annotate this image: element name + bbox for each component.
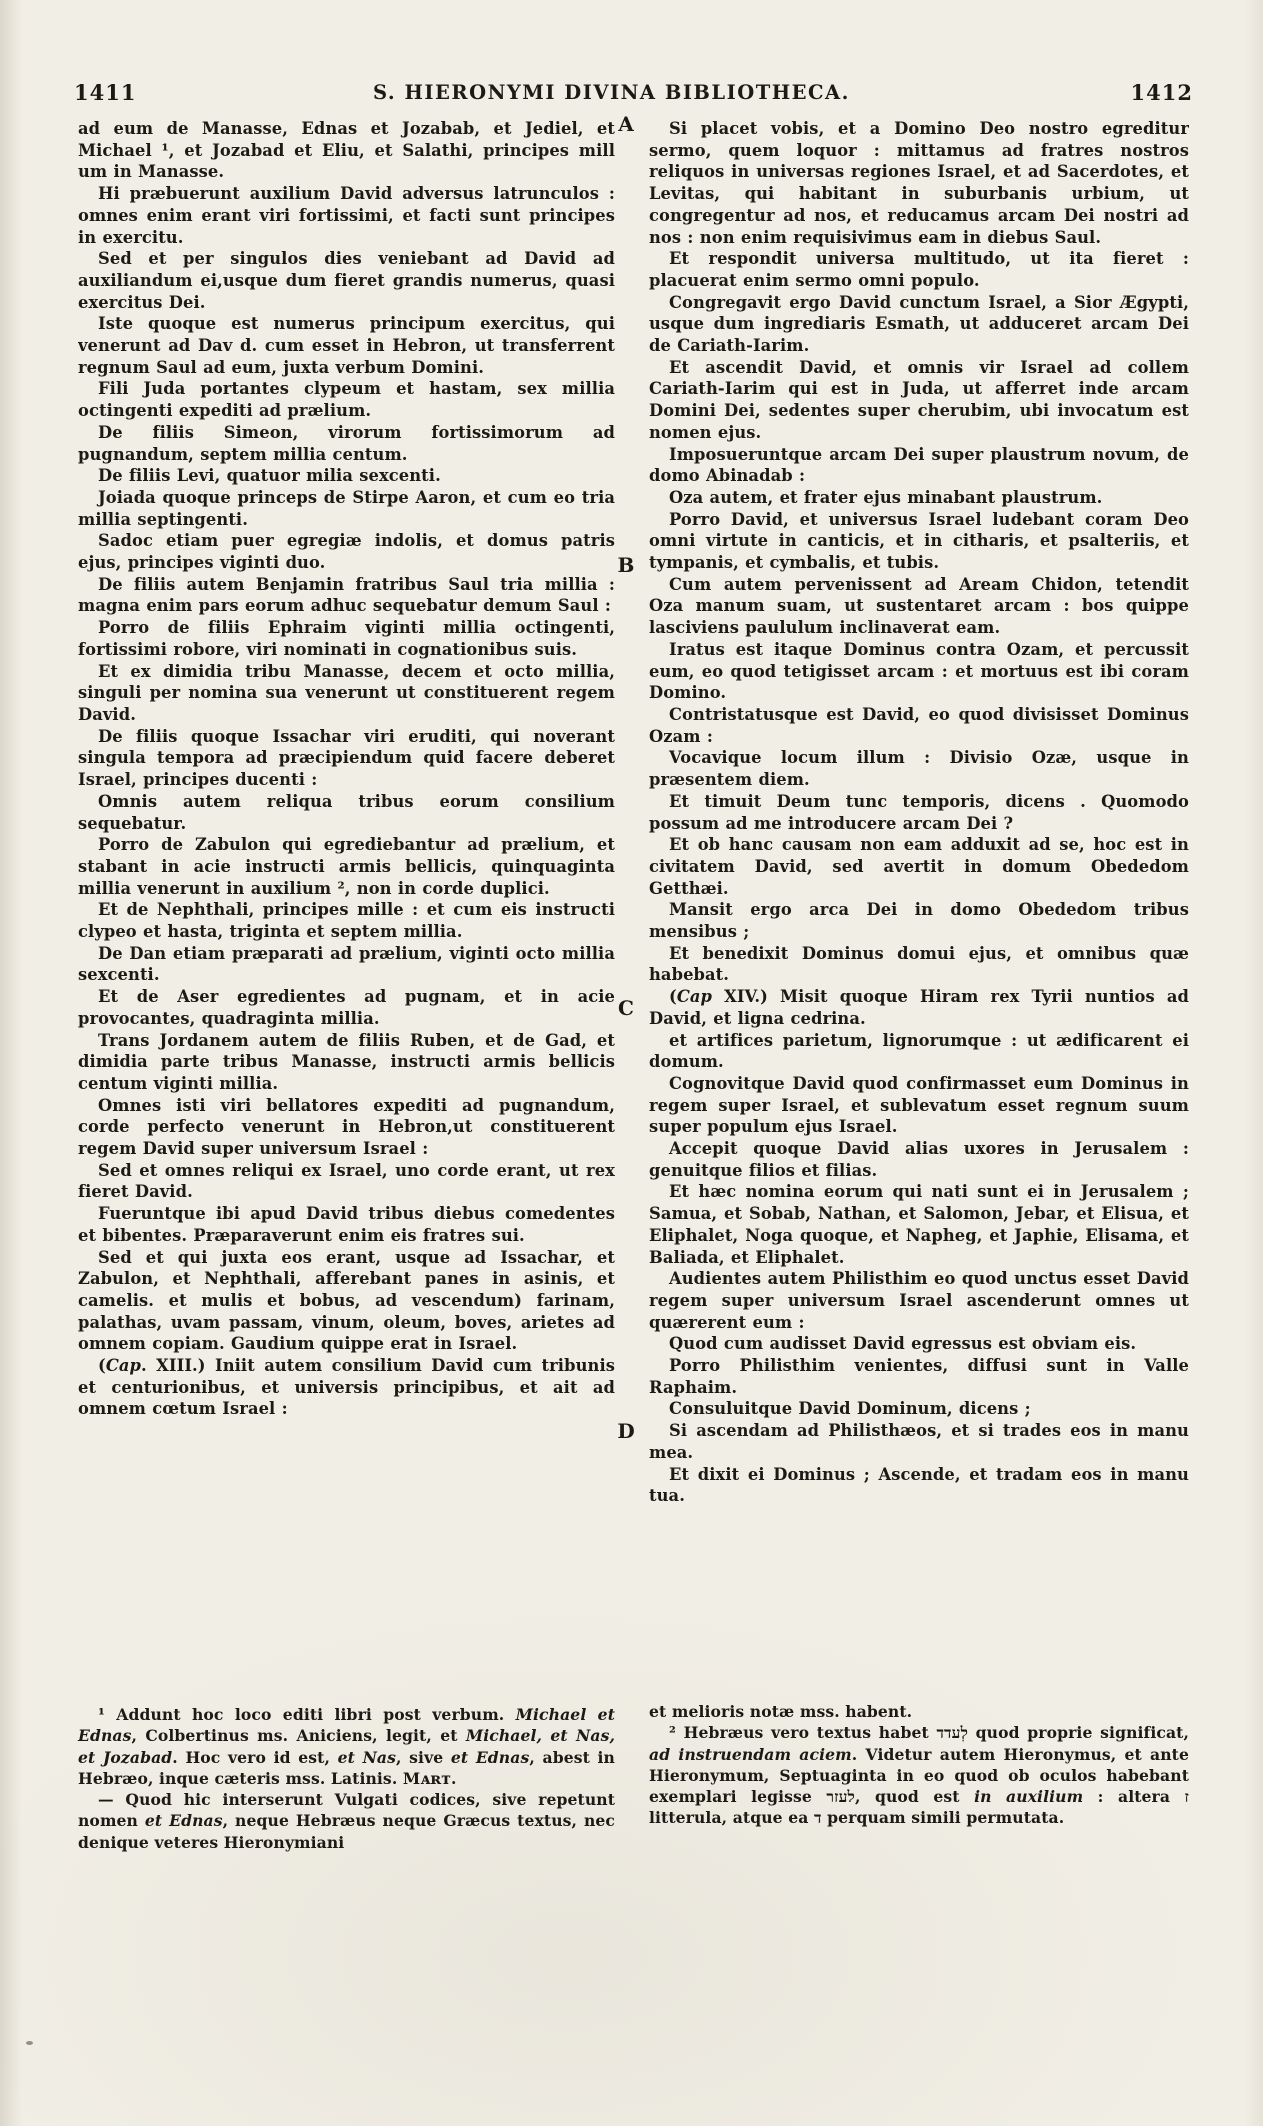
paragraph: ¹ Addunt hoc loco editi libri post verbum. Michael et Ednas, Colbertinus ms. Aniciens, legit, et Michael, et Nas, et Jozabad. Hoc vero id est, et Nas, sive et Ednas, abest in Hebræo, inque cæteris mss. Latinis. Mᴀʀᴛ. <box>78 1705 615 1788</box>
paragraph: Porro de Zabulon qui egrediebantur ad prælium, et stabant in acie instructi armis bellicis, quinquaginta millia venerunt in auxilium ², non in corde duplici. <box>78 835 615 898</box>
paragraph: Cum autem pervenissent ad Aream Chidon, tetendit Oza manum suam, ut sustentaret arcam : bos quippe lasciviens paululum inclinaverat eam. <box>649 574 1189 638</box>
paragraph: Et ob hanc causam non eam adduxit ad se, hoc est in civitatem David, sed avertit in domum Obededom Getthæi. <box>649 835 1189 898</box>
paragraph: Joiada quoque princeps de Stirpe Aaron, et cum eo tria millia septingenti. <box>78 487 615 529</box>
paragraph: Quod cum audisset David egressus est obviam eis. <box>669 1334 1137 1354</box>
left-text-column <box>78 118 615 1420</box>
paragraph: Et timuit Deum tunc temporis, dicens . Quomodo possum ad me introducere arcam Dei ? <box>649 791 1189 833</box>
paragraph: Trans Jordanem autem de filiis Ruben, et de Gad, et dimidia parte tribus Manasse, instructi armis bellicis centum viginti millia. <box>78 1030 615 1093</box>
paragraph: Et dixit ei Dominus ; Ascende, et tradam eos in manu tua. <box>649 1464 1189 1506</box>
paragraph: De filiis Simeon, virorum fortissimorum ad pugnandum, septem millia centum. <box>78 422 615 464</box>
paragraph: De Dan etiam præparati ad prælium, viginti octo millia sexcenti. <box>78 943 615 985</box>
paragraph: Hi præbuerunt auxilium David adversus latrunculos : omnes enim erant viri fortissimi, et facti sunt principes in exercitu. <box>78 184 615 247</box>
left-footnote <box>78 1704 615 1853</box>
paragraph: De filiis quoque Issachar viri eruditi, qui noverant singula tempora ad præcipiendum quid facere deberet Israel, principes ducenti : <box>78 726 615 790</box>
paragraph: Et hæc nomina eorum qui nati sunt ei in Jerusalem ; Samua, et Sobab, Nathan, et Salomon, Jebar, et Elisua, et Eliphalet, Noga quoque, et Napheg, et Japhie, Elisama, et Baliada, et Eliphalet. <box>649 1182 1189 1267</box>
paragraph: Fueruntque ibi apud David tribus diebus comedentes et bibentes. Præparaverunt enim eis fratres sui. <box>78 1204 615 1245</box>
paragraph: Porro Philisthim venientes, diffusi sunt in Valle Raphaim. <box>649 1356 1189 1397</box>
paragraph: (Cap XIV.) Misit quoque Hiram rex Tyrii nuntios ad David, et ligna cedrina. <box>649 987 1189 1028</box>
paragraph: et melioris notæ mss. habent. <box>649 1702 913 1721</box>
paragraph: Et benedixit Dominus domui ejus, et omnibus quæ habebat. <box>649 943 1189 985</box>
paragraph: Sadoc etiam puer egregiæ indolis, et domus patris ejus, principes viginti duo. <box>78 531 615 573</box>
paragraph: Omnis autem reliqua tribus eorum consilium sequebatur. <box>78 791 615 833</box>
column-marker-b: B <box>617 553 635 577</box>
paragraph: Consuluitque David Dominum, dicens ; <box>669 1399 1031 1419</box>
paragraph: ² Hebræus vero textus habet לְעדד quod proprie significat, ad instruendam aciem. Videtur autem Hieronymus, et ante Hieronymum, Septuaginta in eo quod ob oculos habebant exemplari legisse לעזר, quod est in auxilium : altera ז litterula, atque ea ד perquam simili permutata. <box>649 1723 1190 1828</box>
paragraph: Audientes autem Philisthim eo quod unctus esset David regem super universum Israel ascenderunt omnes ut quærerent eum : <box>649 1269 1189 1332</box>
paragraph: De filiis autem Benjamin fratribus Saul tria millia : magna enim pars eorum adhuc sequebatur demum Saul : <box>78 574 615 616</box>
paragraph: — Quod hic interserunt Vulgati codices, sive repetunt nomen et Ednas, neque Hebræus neque Græcus textus, nec denique veteres Hieronymiani <box>78 1790 615 1852</box>
paragraph: Si placet vobis, et a Domino Deo nostro egreditur sermo, quem loquor : mittamus ad fratres nostros reliquos in universas regiones Israel, et ad Sacerdotes, et Levitas, qui habitant in suburbanis urbium, ut congregentur ad nos, et reducamus arcam Dei nostri ad nos : non enim requisivimus eam in diebus Saul. <box>649 119 1189 247</box>
paragraph: Mansit ergo arca Dei in domo Obededom tribus mensibus ; <box>649 900 1189 942</box>
paragraph: Sed et omnes reliqui ex Israel, uno corde erant, ut rex fieret David. <box>78 1160 615 1202</box>
page-number-right: 1412 <box>1130 80 1193 105</box>
column-marker-c: C <box>618 996 634 1020</box>
column-marker-d: D <box>617 1419 635 1443</box>
paragraph: (Cap. XIII.) Iniit autem consilium David cum tribunis et centurionibus, et universis principibus, et ait ad omnem cœtum Israel : <box>78 1356 615 1419</box>
paragraph: Iratus est itaque Dominus contra Ozam, et percussit eum, eo quod tetigisset arcam : et mortuus est ibi coram Domino. <box>649 639 1189 703</box>
right-footnote <box>649 1701 1189 1829</box>
paragraph: Contristatusque est David, eo quod divisisset Dominus Ozam : <box>649 704 1189 746</box>
right-text-column <box>649 118 1189 1507</box>
paragraph: Sed et per singulos dies veniebant ad David ad auxiliandum ei,usque dum fieret grandis numerus, quasi exercitus Dei. <box>78 249 615 312</box>
paragraph: Imposueruntque arcam Dei super plaustrum novum, de domo Abinadab : <box>649 444 1189 486</box>
paragraph: Et respondit universa multitudo, ut ita fieret : placuerat enim sermo omni populo. <box>649 249 1189 290</box>
scan-speck <box>26 2041 33 2045</box>
paragraph: Si ascendam ad Philisthæos, et si trades eos in manu mea. <box>649 1421 1189 1462</box>
paragraph: Porro de filiis Ephraim viginti millia octingenti, fortissimi robore, viri nominati in cognationibus suis. <box>78 618 615 659</box>
paragraph: Et ascendit David, et omnis vir Israel ad collem Cariath-Iarim qui est in Juda, ut afferret inde arcam Domini Dei, sedentes super cherubim, ubi invocatum est nomen ejus. <box>649 357 1189 442</box>
paragraph: Omnes isti viri bellatores expediti ad pugnandum, corde perfecto venerunt in Hebron,ut constituerent regem David super universum Israel : <box>78 1095 615 1159</box>
paragraph: Et de Nephthali, principes mille : et cum eis instructi clypeo et hasta, triginta et septem millia. <box>78 900 615 942</box>
paragraph: et artifices parietum, lignorumque : ut ædificarent ei domum. <box>649 1030 1189 1072</box>
paragraph: Vocavique locum illum : Divisio Ozæ, usque in præsentem diem. <box>649 748 1189 790</box>
paragraph: ad eum de Manasse, Ednas et Jozabab, et Jediel, et Michael ¹, et Jozabad et Eliu, et Salathi, principes mill um in Manasse. <box>78 119 615 182</box>
paragraph: Porro David, et universus Israel ludebant coram Deo omni virtute in canticis, et in citharis, et psalteriis, et tympanis, et cymbalis, et tubis. <box>649 509 1189 573</box>
paragraph: Et de Aser egredientes ad pugnam, et in acie provocantes, quadraginta millia. <box>78 987 615 1028</box>
paragraph: Fili Juda portantes clypeum et hastam, sex millia octingenti expediti ad prælium. <box>78 379 615 421</box>
page-number-left: 1411 <box>74 80 137 105</box>
column-marker-a: A <box>618 112 634 136</box>
running-title: S. HIERONYMI DIVINA BIBLIOTHECA. <box>373 81 850 104</box>
paragraph: Cognovitque David quod confirmasset eum Dominus in regem super Israel, et sublevatum esset regnum suum super populum ejus Israel. <box>649 1073 1189 1137</box>
paragraph: Et ex dimidia tribu Manasse, decem et octo millia, singuli per nomina sua venerunt ut constituerent regem David. <box>78 661 615 724</box>
paragraph: Oza autem, et frater ejus minabant plaustrum. <box>669 487 1103 507</box>
paragraph: Congregavit ergo David cunctum Israel, a Sior Ægypti, usque dum ingrediaris Esmath, ut adduceret arcam Dei de Cariath-Iarim. <box>649 292 1189 356</box>
paragraph: Sed et qui juxta eos erant, usque ad Issachar, et Zabulon, et Nephthali, afferebant panes in asinis, et camelis. et mulis et bobus, ad vescendum) farinam, palathas, uvam passam, vinum, oleum, boves, arietes ad omnem copiam. Gaudium quippe erat in Israel. <box>78 1247 615 1354</box>
paragraph: Iste quoque est numerus principum exercitus, qui venerunt ad Dav d. cum esset in Hebron, ut transferrent regnum Saul ad eum, juxta verbum Domini. <box>78 314 615 377</box>
paragraph: De filiis Levi, quatuor milia sexcenti. <box>98 466 441 486</box>
page-header <box>0 80 1263 110</box>
paragraph: Accepit quoque David alias uxores in Jerusalem : genuitque filios et filias. <box>649 1139 1189 1180</box>
